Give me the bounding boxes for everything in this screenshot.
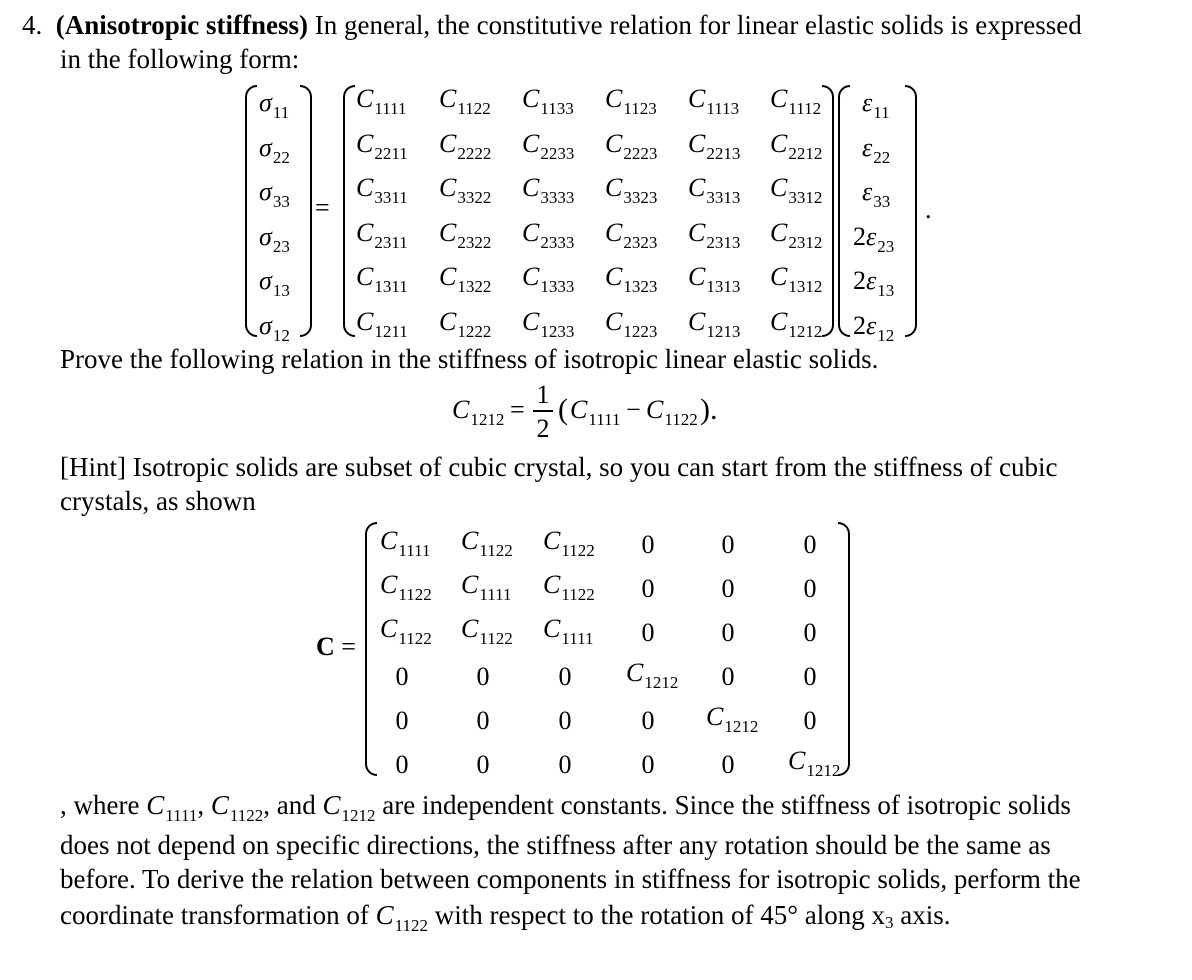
stiffness-subscript: 2213 — [706, 143, 741, 163]
strain-symbol: ε — [866, 266, 877, 295]
relation-term-b: $C_{1122}$ — [646, 395, 698, 429]
sigma-subscript: 13 — [272, 281, 290, 300]
cubic-zero: 0 — [721, 574, 735, 603]
cubic-symbol: C — [380, 526, 398, 555]
cubic-symbol: C — [788, 746, 806, 775]
stiffness-subscript: 1312 — [788, 277, 823, 296]
stiffness-entry — [605, 84, 657, 124]
sigma-subscript: 12 — [272, 325, 290, 345]
stiffness-entry — [605, 307, 657, 347]
stiffness-entry — [356, 173, 408, 213]
cubic-symbol: C — [461, 614, 479, 643]
cubic-entry — [543, 526, 595, 566]
cubic-symbol: C — [380, 614, 398, 643]
stiffness-symbol: C — [688, 128, 706, 158]
stiffness-subscript: 2313 — [706, 232, 741, 252]
stiffness-entry — [356, 307, 408, 347]
sigma-symbol: σ — [259, 88, 272, 117]
cubic-zero: 0 — [476, 706, 490, 735]
equation1-period: . — [925, 195, 932, 224]
strain-subscript: 13 — [877, 281, 895, 300]
stiffness-subscript: 2223 — [623, 143, 658, 163]
right-paren-1 — [822, 85, 834, 337]
stiffness-symbol: C — [522, 306, 540, 336]
left-paren-0 — [245, 85, 257, 337]
sigma-subscript: 33 — [272, 192, 290, 211]
strain-symbol: ε — [862, 177, 873, 206]
cubic-entry — [461, 614, 513, 654]
sigma-entry — [259, 88, 289, 128]
cubic-subscript: 1212 — [724, 717, 759, 736]
sigma-subscript: 22 — [272, 147, 290, 167]
cubic-zero: 0 — [641, 618, 655, 647]
stiffness-symbol: C — [522, 84, 540, 113]
sigma-symbol: σ — [259, 310, 272, 340]
cubic-zero: 0 — [476, 750, 490, 779]
matrix-label: C = — [316, 632, 356, 661]
cubic-zero: 0 — [641, 530, 655, 559]
cubic-entry — [788, 746, 840, 786]
hint-line-1: [Hint] Isotropic solids are subset of cubic crystal, so you can start from the stiffness of cubic — [60, 452, 1058, 482]
cubic-subscript: 1122 — [398, 585, 432, 604]
stiffness-subscript: 1113 — [706, 99, 740, 118]
cubic-symbol: C — [543, 614, 561, 643]
cubic-subscript: 1122 — [479, 541, 513, 560]
stiffness-entry — [522, 84, 574, 124]
stiffness-symbol: C — [439, 306, 457, 336]
stiffness-symbol: C — [770, 217, 788, 247]
stiffness-subscript: 3311 — [374, 188, 408, 207]
cubic-zero: 0 — [395, 706, 409, 735]
cubic-entry — [380, 526, 430, 566]
stiffness-subscript: 1333 — [540, 277, 575, 296]
stiffness-symbol: C — [688, 262, 706, 291]
relation-close: ). — [700, 393, 718, 426]
strain-subscript: 33 — [873, 192, 891, 211]
cubic-zero: 0 — [476, 662, 490, 691]
stiffness-subscript: 1223 — [623, 321, 658, 341]
relation-term-a: $C_{1111}$ — [570, 395, 621, 429]
cubic-entry — [380, 570, 432, 610]
stiffness-subscript: 2322 — [457, 232, 492, 252]
cubic-entry — [543, 570, 595, 610]
sigma-subscript: 23 — [272, 236, 290, 256]
stiffness-entry — [605, 218, 657, 258]
stiffness-entry — [439, 262, 491, 302]
stiffness-subscript: 1311 — [374, 277, 408, 296]
stiffness-subscript: 1123 — [623, 99, 657, 118]
cubic-symbol: C — [461, 526, 479, 555]
where-line-4: coordinate transformation of $C_{1122}$ with respect to the rotation of 45° along x3 axis. — [60, 900, 951, 935]
strain-entry — [862, 133, 890, 173]
stiffness-entry — [770, 173, 822, 213]
cubic-zero: 0 — [721, 530, 735, 559]
sigma-symbol: σ — [259, 132, 272, 162]
strain-entry — [862, 177, 890, 217]
cubic-symbol: C — [626, 658, 644, 687]
stiffness-symbol: C — [356, 84, 374, 113]
problem-number: 4. — [22, 10, 43, 40]
stiffness-subscript: 2212 — [788, 143, 823, 163]
stiffness-entry — [770, 129, 822, 169]
stiffness-subscript: 3322 — [457, 188, 492, 207]
stiffness-symbol: C — [356, 262, 374, 291]
stiffness-symbol: C — [688, 306, 706, 336]
where-line-1: , where $C_{1111}$, $C_{1122}$, and $C_{1212}$ are independent constants. Since the stiffness of isotropic solids — [60, 790, 1071, 825]
strain-subscript: 12 — [877, 325, 895, 345]
stiffness-symbol: C — [522, 217, 540, 247]
strain-entry — [853, 222, 894, 262]
stiffness-entry — [688, 307, 740, 347]
cubic-subscript: 1122 — [398, 629, 432, 648]
stiffness-symbol: C — [439, 262, 457, 291]
cubic-subscript: 1111 — [398, 541, 431, 560]
stiffness-entry — [439, 129, 491, 169]
stiffness-entry — [439, 84, 491, 124]
sigma-entry — [259, 222, 290, 262]
stiffness-entry — [356, 84, 406, 124]
cubic-zero: 0 — [721, 750, 735, 779]
stiffness-symbol: C — [605, 217, 623, 247]
stiffness-subscript: 1111 — [374, 99, 407, 118]
strain-symbol: ε — [866, 310, 877, 340]
cubic-zero: 0 — [721, 618, 735, 647]
stiffness-symbol: C — [522, 173, 540, 202]
symbol-c1122: $C_{1122}$ — [210, 790, 264, 825]
stiffness-subscript: 2311 — [374, 232, 408, 252]
stiffness-entry — [522, 173, 574, 213]
cubic-zero: 0 — [803, 574, 817, 603]
right-paren-2 — [905, 85, 917, 337]
cubic-symbol: C — [543, 570, 561, 599]
cubic-zero: 0 — [641, 706, 655, 735]
stiffness-entry — [688, 262, 740, 302]
stiffness-entry — [688, 173, 740, 213]
cubic-zero: 0 — [395, 750, 409, 779]
strain-subscript: 23 — [877, 236, 895, 256]
cubic-zero: 0 — [558, 662, 572, 691]
stiffness-symbol: C — [770, 262, 788, 291]
stiffness-subscript: 1211 — [374, 321, 408, 341]
equation1-equals: = — [315, 193, 330, 222]
cubic-subscript: 1212 — [806, 761, 841, 780]
strain-factor: 2 — [853, 310, 866, 340]
sigma-symbol: σ — [259, 221, 272, 251]
fraction-denominator: 2 — [536, 414, 550, 443]
stiffness-entry — [770, 307, 822, 347]
cubic-zero: 0 — [803, 706, 817, 735]
sigma-symbol: σ — [259, 266, 272, 295]
intro-text-1: In general, the constitutive relation for linear elastic solids is expressed — [308, 10, 1082, 40]
stiffness-entry — [770, 218, 822, 258]
cubic-entry — [461, 526, 513, 566]
stiffness-entry — [605, 262, 657, 302]
stiffness-symbol: C — [439, 217, 457, 247]
stiffness-entry — [770, 84, 821, 124]
left-paren-1 — [343, 85, 355, 337]
strain-subscript: 22 — [873, 147, 891, 167]
stiffness-symbol: C — [688, 84, 706, 113]
stiffness-symbol: C — [439, 128, 457, 158]
fraction-bar — [533, 410, 553, 412]
symbol-c1212: $C_{1212}$ — [322, 790, 376, 825]
fraction-numerator: 1 — [536, 380, 550, 409]
stiffness-subscript: 1213 — [706, 321, 741, 341]
symbol-c1122-transform: $C_{1122}$ — [375, 900, 429, 935]
cubic-entry — [543, 614, 593, 654]
stiffness-symbol: C — [688, 217, 706, 247]
stiffness-symbol: C — [356, 306, 374, 336]
problem-title: (Anisotropic stiffness) — [55, 10, 308, 40]
symbol-c1111: $C_{1111}$ — [146, 790, 198, 825]
intro-line-1 — [22, 8, 1082, 42]
stiffness-subscript: 2323 — [623, 232, 658, 252]
stiffness-subscript: 3313 — [706, 188, 741, 207]
strain-symbol: ε — [862, 132, 873, 162]
stiffness-subscript: 1322 — [457, 277, 492, 296]
stiffness-symbol: C — [605, 128, 623, 158]
cubic-zero: 0 — [803, 618, 817, 647]
stiffness-entry — [688, 218, 740, 258]
strain-symbol: ε — [866, 221, 877, 251]
stiffness-entry — [356, 129, 408, 169]
stiffness-subscript: 2333 — [540, 232, 575, 252]
stiffness-entry — [605, 173, 657, 213]
cubic-subscript: 1122 — [479, 629, 513, 648]
stiffness-subscript: 2211 — [374, 143, 408, 163]
stiffness-subscript: 3333 — [540, 188, 575, 207]
cubic-symbol: C — [380, 570, 398, 599]
cubic-zero: 0 — [641, 750, 655, 779]
stiffness-entry — [522, 262, 574, 302]
stiffness-entry — [522, 129, 574, 169]
stiffness-entry — [770, 262, 822, 302]
cubic-zero: 0 — [395, 662, 409, 691]
stiffness-entry — [605, 129, 657, 169]
stiffness-symbol: C — [356, 128, 374, 158]
stiffness-entry — [688, 129, 740, 169]
sigma-entry — [259, 133, 290, 173]
strain-factor: 2 — [853, 221, 866, 251]
sigma-entry — [259, 266, 290, 306]
stiffness-symbol: C — [439, 173, 457, 202]
where-line-3: before. To derive the relation between components in stiffness for isotropic solids, perform the — [60, 864, 1081, 894]
intro-line-2: in the following form: — [60, 44, 300, 74]
stiffness-subscript: 1133 — [540, 99, 574, 118]
cubic-subscript: 1122 — [561, 541, 595, 560]
strain-symbol: ε — [862, 88, 873, 117]
stiffness-symbol: C — [439, 84, 457, 113]
relation-open-paren: ( — [558, 393, 568, 426]
relation-minus: − — [626, 395, 641, 424]
strain-entry — [862, 88, 890, 128]
cubic-symbol: C — [461, 570, 479, 599]
cubic-entry — [380, 614, 432, 654]
strain-entry — [853, 266, 894, 306]
cubic-zero: 0 — [803, 662, 817, 691]
cubic-zero: 0 — [803, 530, 817, 559]
cubic-entry — [461, 570, 511, 610]
stiffness-symbol: C — [356, 217, 374, 247]
stiffness-symbol: C — [770, 84, 788, 113]
stiffness-subscript: 3312 — [788, 188, 823, 207]
stiffness-entry — [522, 218, 574, 258]
stiffness-symbol: C — [770, 128, 788, 158]
stiffness-symbol: C — [605, 173, 623, 202]
stiffness-symbol: C — [356, 173, 374, 202]
cubic-subscript: 1212 — [644, 673, 679, 692]
cubic-left-paren — [365, 522, 377, 776]
cubic-symbol: C — [706, 702, 724, 731]
hint-line-2: crystals, as shown — [60, 486, 256, 516]
stiffness-symbol: C — [688, 173, 706, 202]
left-paren-2 — [838, 85, 850, 337]
cubic-subscript: 1111 — [479, 585, 512, 604]
sigma-symbol: σ — [259, 177, 272, 206]
stiffness-subscript: 3323 — [623, 188, 658, 207]
stiffness-symbol: C — [605, 306, 623, 336]
strain-subscript: 11 — [873, 103, 890, 122]
cubic-entry — [706, 702, 758, 742]
stiffness-subscript: 1323 — [623, 277, 658, 296]
right-paren-0 — [300, 85, 312, 337]
relation-equals: = — [510, 395, 525, 424]
stiffness-entry — [522, 307, 574, 347]
stiffness-symbol: C — [522, 262, 540, 291]
cubic-zero: 0 — [558, 750, 572, 779]
stiffness-entry — [356, 262, 408, 302]
cubic-zero: 0 — [721, 662, 735, 691]
stiffness-subscript: 1212 — [788, 321, 823, 341]
stiffness-entry — [356, 218, 408, 258]
stiffness-subscript: 1122 — [457, 99, 491, 118]
relation-lhs: $C_{1212}$ — [452, 395, 505, 429]
cubic-subscript: 1122 — [561, 585, 595, 604]
where-line-2: does not depend on specific directions, the stiffness after any rotation should be the same as — [60, 830, 1051, 860]
stiffness-entry — [439, 218, 491, 258]
stiffness-entry — [688, 84, 739, 124]
stiffness-symbol: C — [522, 128, 540, 158]
stiffness-subscript: 2312 — [788, 232, 823, 252]
stiffness-subscript: 1313 — [706, 277, 741, 296]
stiffness-entry — [439, 173, 491, 213]
sigma-subscript: 11 — [272, 103, 290, 122]
stiffness-symbol: C — [605, 262, 623, 291]
stiffness-entry — [439, 307, 491, 347]
strain-factor: 2 — [853, 266, 866, 295]
stiffness-symbol: C — [770, 306, 788, 336]
cubic-right-paren — [838, 522, 850, 776]
cubic-subscript: 1111 — [561, 629, 594, 648]
cubic-symbol: C — [543, 526, 561, 555]
stiffness-subscript: 2222 — [457, 143, 492, 163]
sigma-entry — [259, 177, 290, 217]
prove-text: Prove the following relation in the stiffness of isotropic linear elastic solids. — [60, 344, 879, 374]
cubic-entry — [626, 658, 678, 698]
stiffness-subscript: 1233 — [540, 321, 575, 341]
stiffness-symbol: C — [770, 173, 788, 202]
stiffness-subscript: 1222 — [457, 321, 492, 341]
stiffness-subscript: 1112 — [788, 99, 822, 118]
stiffness-subscript: 2233 — [540, 143, 575, 163]
cubic-zero: 0 — [641, 574, 655, 603]
cubic-zero: 0 — [558, 706, 572, 735]
stiffness-symbol: C — [605, 84, 623, 113]
